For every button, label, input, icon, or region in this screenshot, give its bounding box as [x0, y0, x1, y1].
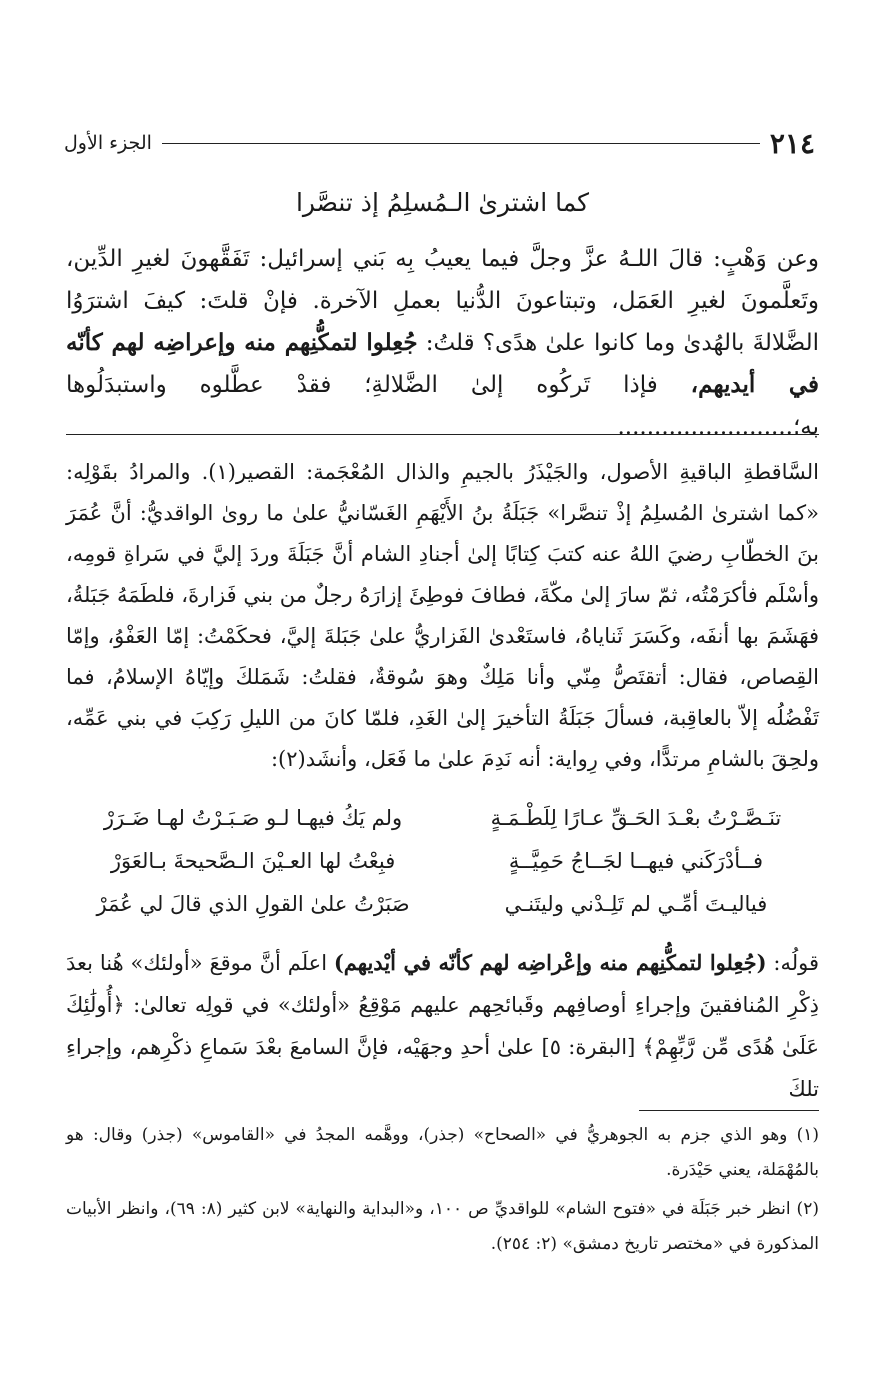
footnote-1: (١) وهو الذي جزم به الجوهريُّ في «الصحاح» (جذر)، ووهَّمه المجدُ في «القاموس» (جذر) وقال: هو بالمُهْمَلة، يعني حَيْدَرة. [66, 1125, 819, 1180]
poem-hemistich-second: ولم يَكُ فيهـا لـو صَـبَـرْتُ لهـا ضَـرَرْ [103, 806, 403, 830]
main-paragraph-text-end: فإذا تَركُوه إلىٰ الضَّلالةِ؛ فقدْ عطَّلوه واستبدَلُوها به؛........................ [66, 372, 819, 440]
main-paragraph-bold: جُعِلوا لتمكُّنِهم منه وإعراضِه لهم كأنّه في أيديهم، [66, 329, 819, 398]
header-rule [162, 143, 760, 144]
footnote-2: (٢) انظر خبر جَبَلَة في «فتوح الشام» للواقديِّ ص ١٠٠، و«البداية والنهاية» لابن كثير (٨: ٦٩)، وانظر الأبيات المذكورة في «مختصر تاريخ دمشق» (٢: ٢٥٤). [66, 1199, 819, 1254]
main-paragraph [66, 238, 819, 448]
poem [90, 797, 799, 926]
poem-hemistich-second: فبِعْتُ لها العـيْنَ الـصَّحيحةَ بـالعَوَرْ [110, 849, 396, 873]
after-paragraph-lead: قولُه: [766, 951, 820, 975]
after-paragraph [66, 942, 819, 1110]
page-header [64, 126, 815, 160]
poem-hemistich-first: تنَـصَّـرْتُ بعْـدَ الحَـقِّ عـارًا لِلَطْـمَـةٍ [490, 806, 782, 830]
verse-title: كما اشترىٰ الـمُسلِمُ إذ تنصَّرا [295, 188, 590, 217]
poem-line [90, 840, 799, 883]
after-paragraph-text: اعلَم أنَّ موقعَ «أولئك» هُنا بعدَ ذِكْرِ المُنافقينَ وإجراءِ أوصافِهم وقَبائحِهم عليهم مَوْقِعُ «أولئك» في قولِه تعالىٰ: ﴿أُولَٰئِكَ عَلَىٰ هُدًى مِّن رَّبِّهِمْ﴾ [البقرة: ٥] علىٰ أحدِ وجهَيْه، فإنَّ السامعَ بعْدَ سَماعِ ذكْرِهم، وإجراءِ تلكَ [66, 951, 819, 1101]
poem-hemistich-first: فــأدْرَكَني فيهــا لجَــاجُ حَمِيَّــةٍ [508, 849, 763, 873]
footnote-rule [639, 1110, 819, 1111]
after-paragraph-bold: (جُعِلوا لتمكُّنِهم منه وإعْراضِه لهم كأنّه في أيْديهم) [333, 950, 767, 975]
footnotes [66, 1118, 819, 1266]
page-number: ٢١٤ [769, 126, 815, 160]
separator-rule [66, 434, 819, 435]
poem-line [90, 797, 799, 840]
main-paragraph-text: وعن وَهْبٍ: قالَ اللـهُ عزَّ وجلَّ فيما يعيبُ بِه بَني إسرائيل: تَفَقَّهونَ لغيرِ الدِّين، وتَعلَّمونَ لغيرِ العَمَل، وتبتاعونَ الدُّنيا بعملِ الآخرة. فإنْ قلتَ: كيفَ اشترَوُا الضَّلالةَ بالهُدىٰ وما كانوا علىٰ هدًى؟ قلتُ: [66, 246, 819, 356]
running-title: الجزء الأول [64, 132, 152, 154]
poem-hemistich-second: صَبَرْتُ علىٰ القولِ الذي قالَ لي عُمَرْ [96, 892, 410, 916]
poem-line [90, 883, 799, 926]
commentary-paragraph: السَّاقطةِ الباقيةِ الأصول، والجَيْذَرُ بالجيمِ والذال المُعْجَمة: القصير(١). والمرادُ بقَوْلِه: «كما اشترىٰ المُسلِمُ إذْ تنصَّرا» جَبَلَةُ بنُ الأَيْهَمِ الغَسّانيُّ علىٰ ما روىٰ الواقديُّ: أنَّ عُمَرَ بنَ الخطّابِ رضيَ اللهُ عنه كتبَ كِتابًا إلىٰ أجنادِ الشام أنَّ جَبَلَةَ وردَ إليَّ في سَراةِ قومِه، وأسْلَم فأكرَمْتُه، ثمّ سارَ إلىٰ مكّةَ، فطافَ فوطِئَ إزارَهُ رجلٌ من بني فَزارةَ، فلطَمَهُ جَبَلةُ، فهَشَمَ بها أنفَه، وكَسَرَ ثَناياهُ، فاستَعْدىٰ الفَزاريُّ علىٰ جَبَلةَ إليَّ، فحكَمْتُ: إمّا العَفْوُ، وإمّا القِصاص، فقال: أتقتَصُّ مِنّي وأنا مَلِكٌ وهوَ سُوقةٌ، فقلتُ: شَمَلكَ وإيّاهُ الإسلامُ، فما تَفْضُلُه إلاّ بالعاقِبة، فسألَ جَبَلَةُ التأخيرَ إلىٰ الغَدِ، فلمّا كانَ من الليلِ رَكِبَ في بني عَمِّه، ولحِقَ بالشامِ مرتدًّا، وفي رِواية: أنه نَدِمَ علىٰ ما فَعَل، وأنشَد(٢): [66, 460, 819, 771]
poem-hemistich-first: فياليـتَ أمِّـي لم تَلِـدْني وليتَنـي [504, 892, 768, 916]
